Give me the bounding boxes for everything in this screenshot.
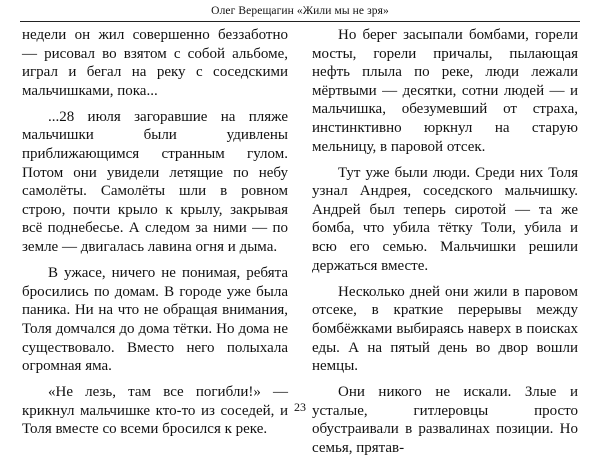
paragraph: ...28 июля загоравшие на пляже мальчишки были удивлены приближающимся странным гулом. Потом они увидели летящие по небу самолёты. Самолёты шли в ровном строю, почти крыло к крылу, закрывая всё поднебесье. А следом за ними — по земле — двигалась лавина огня и дыма.: [22, 108, 288, 256]
left-column: [22, 26, 288, 446]
header-rule: [20, 21, 580, 22]
page-number: 23: [294, 400, 306, 414]
paragraph: Они никого не искали. Злые и усталые, гитлеровцы просто обустраивали в развалинах позиции. Но семья, прятав-: [312, 384, 578, 456]
running-header: Олег Верещагин «Жили мы не зря»: [211, 5, 389, 17]
paragraph: «Не лезь, там все погибли!» — крикнул мальчишке кто-то из соседей, и Толя вместе со всеми бросился к реке.: [22, 384, 288, 438]
paragraph: Несколько дней они жили в паровом отсеке, в краткие перерывы между бомбёжками выбираясь наверх в поисках еды. А на пятый день во двор вошли немцы.: [312, 283, 578, 375]
paragraph: В ужасе, ничего не понимая, ребята бросились по домам. В городе уже была паника. Ни на что не обращая внимания, Толя домчался до дома тётки. Но дома не существовало. Вместо него полыхала огромная яма.: [22, 265, 288, 375]
paragraph: Тут уже были люди. Среди них Толя узнал Андрея, соседского мальчишку. Андрей был теперь сиротой — та же бомба, что убила тётку Толи, убила и всю его семью. Мальчишки решили держаться вместе.: [312, 164, 578, 274]
paragraph: недели он жил совершенно беззаботно — рисовал во взятом с собой альбоме, играл и бегал на реку с соседскими мальчишками, пока...: [22, 27, 288, 99]
paragraph: Но берег засыпали бомбами, горели мосты, горели причалы, пылающая нефть плыла по реке, люди лежали мёртвыми — десятки, сотни людей — и мальчишка, обезумевший от страха, инстинктивно юркнул на старую мельницу, в паровой отсек.: [312, 27, 578, 155]
